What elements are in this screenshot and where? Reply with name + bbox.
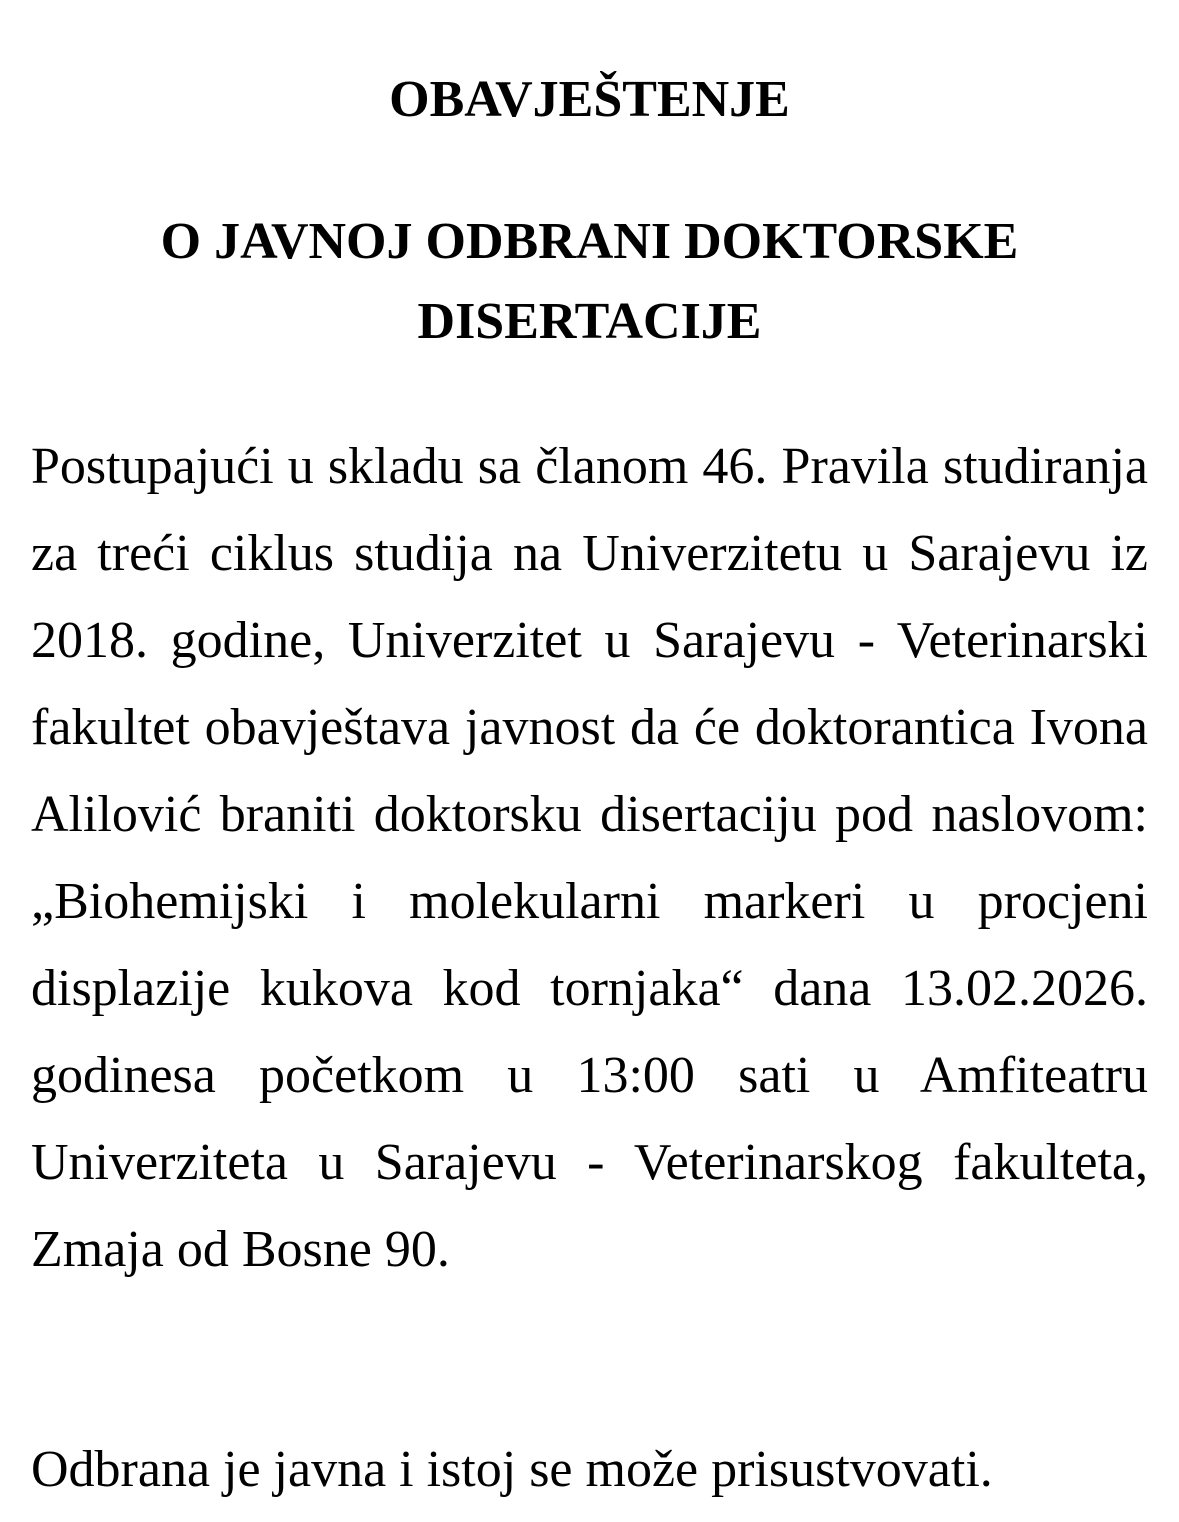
closing-paragraph: Odbrana je javna i istoj se može prisustvovati. xyxy=(31,1441,993,1498)
document-title: OBAVJEŠTENJE xyxy=(389,71,790,128)
document-subtitle: O JAVNOJ ODBRANI DOKTORSKE DISERTACIJE xyxy=(160,213,1019,350)
announcement-paragraph: Postupajući u skladu sa članom 46. Pravila studiranja za treći ciklus studija na Univerzitetu u Sarajevu iz 2018. godine, Univerzitet u Sarajevu - Veterinarski fakultet obavještava javnost da će doktorantica Ivona Alilović braniti doktorsku disertaciju pod naslovom: „Biohemijski i molekularni markeri u procjeni displazije kukova kod tornjaka“ dana 13.02.2026. godinesa početkom u 13:00 sati u Amfiteatru Univerziteta u Sarajevu - Veterinarskog fakulteta, Zmaja od Bosne 90. xyxy=(31,438,1148,1278)
